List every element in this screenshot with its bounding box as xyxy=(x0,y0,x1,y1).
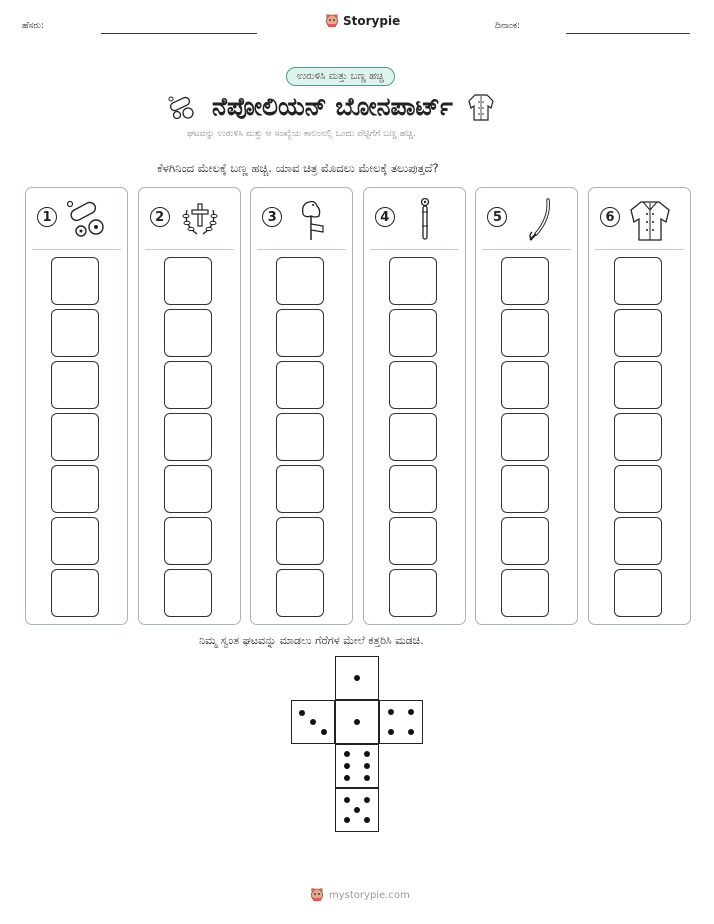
footer-url[interactable]: mystorypie.com xyxy=(329,889,410,901)
die-pip xyxy=(344,797,350,803)
die-pip xyxy=(388,709,394,715)
column-number: 6 xyxy=(600,207,620,227)
military-jacket-icon xyxy=(467,92,495,122)
color-box[interactable] xyxy=(614,413,662,461)
color-box[interactable] xyxy=(501,413,549,461)
page-title xyxy=(166,92,495,122)
brand-logo xyxy=(325,13,400,29)
footer xyxy=(310,887,410,903)
die-face-1 xyxy=(335,656,379,700)
die-face-3 xyxy=(291,700,335,744)
column-divider xyxy=(32,249,121,250)
die-face-1 xyxy=(335,700,379,744)
name-field[interactable] xyxy=(101,33,257,34)
column-divider xyxy=(595,249,684,250)
color-box[interactable] xyxy=(164,465,212,513)
color-box[interactable] xyxy=(276,569,324,617)
color-box[interactable] xyxy=(164,361,212,409)
color-box[interactable] xyxy=(164,309,212,357)
column-divider xyxy=(370,249,459,250)
column-3 xyxy=(250,187,353,625)
column-number: 3 xyxy=(262,207,282,227)
storypie-mascot-icon xyxy=(310,887,324,903)
color-box[interactable] xyxy=(51,413,99,461)
column-number: 2 xyxy=(150,207,170,227)
die-pip xyxy=(344,775,350,781)
date-label: ದಿನಾಂಕ: xyxy=(495,21,521,31)
column-number: 4 xyxy=(375,207,395,227)
military-jacket-icon xyxy=(627,196,673,242)
die-pip xyxy=(354,807,360,813)
color-box[interactable] xyxy=(276,413,324,461)
column-divider xyxy=(145,249,234,250)
color-box[interactable] xyxy=(614,257,662,305)
color-box[interactable] xyxy=(614,465,662,513)
color-box[interactable] xyxy=(389,309,437,357)
die-pip xyxy=(364,763,370,769)
date-field[interactable] xyxy=(566,33,690,34)
scepter-icon xyxy=(402,196,448,242)
color-box[interactable] xyxy=(51,569,99,617)
die-pip xyxy=(344,751,350,757)
color-box[interactable] xyxy=(164,413,212,461)
column-6 xyxy=(588,187,691,625)
color-box[interactable] xyxy=(276,517,324,565)
die-pip xyxy=(408,729,414,735)
color-box[interactable] xyxy=(614,361,662,409)
die-instruction: ನಿಮ್ಮ ಸ್ವಂತ ಘಟವನ್ನು ಮಾಡಲು ಗೆರೆಗಳ ಮೇಲೆ ಕತ್ತರಿಸಿ ಮಡಚಿ. xyxy=(199,634,424,647)
die-pip xyxy=(388,729,394,735)
color-box[interactable] xyxy=(51,361,99,409)
die-pip xyxy=(364,751,370,757)
color-box[interactable] xyxy=(164,517,212,565)
die-pip xyxy=(364,797,370,803)
page-subtitle: ಘಟವನ್ನು ಉರುಳಿಸಿ ಮತ್ತು ಆ ಸಂಖ್ಯೆಯ ಕಾಲಂನಲ್ಲಿ ಒಂದು ಪೆಟ್ಟಿಗೆಗೆ ಬಣ್ಣ ಹಚ್ಚಿ. xyxy=(187,129,416,139)
storypie-mascot-icon xyxy=(325,13,339,29)
die-pip xyxy=(299,710,305,716)
color-box[interactable] xyxy=(389,517,437,565)
color-box[interactable] xyxy=(501,361,549,409)
color-box[interactable] xyxy=(501,569,549,617)
die-pip xyxy=(354,719,360,725)
name-label: ಹೆಸರು: xyxy=(22,21,45,31)
color-box[interactable] xyxy=(276,361,324,409)
color-box[interactable] xyxy=(389,465,437,513)
color-box[interactable] xyxy=(614,309,662,357)
column-4 xyxy=(363,187,466,625)
color-box[interactable] xyxy=(276,309,324,357)
die-pip xyxy=(321,729,327,735)
eagle-standard-icon xyxy=(289,196,335,242)
color-box[interactable] xyxy=(51,517,99,565)
column-divider xyxy=(482,249,571,250)
column-2 xyxy=(138,187,241,625)
activity-badge: ಉರುಳಿಸಿ ಮತ್ತು ಬಣ್ಣ ಹಚ್ಚಿ xyxy=(286,67,395,86)
color-box[interactable] xyxy=(164,257,212,305)
color-box[interactable] xyxy=(501,465,549,513)
die-pip xyxy=(344,763,350,769)
die-pip xyxy=(408,709,414,715)
color-box[interactable] xyxy=(51,257,99,305)
die-pip xyxy=(364,775,370,781)
cannon-icon xyxy=(64,196,110,242)
column-number: 1 xyxy=(37,207,57,227)
color-box[interactable] xyxy=(164,569,212,617)
color-box[interactable] xyxy=(501,309,549,357)
sabre-icon xyxy=(514,196,560,242)
color-box[interactable] xyxy=(614,517,662,565)
column-number: 5 xyxy=(487,207,507,227)
title-text: ನೆಪೋಲಿಯನ್ ಬೋನಪಾರ್ಟ್ xyxy=(212,92,453,121)
color-box[interactable] xyxy=(389,413,437,461)
color-box[interactable] xyxy=(501,257,549,305)
die-pip xyxy=(364,817,370,823)
color-box[interactable] xyxy=(389,257,437,305)
color-box[interactable] xyxy=(614,569,662,617)
question-text: ಕೆಳಗಿನಿಂದ ಮೇಲಕ್ಕೆ ಬಣ್ಣ ಹಚ್ಚಿ. ಯಾವ ಚಿತ್ರ ಮೊದಲು ಮೇಲಕ್ಕೆ ತಲುಪುತ್ತದೆ? xyxy=(157,161,439,175)
die-face-6 xyxy=(335,744,379,788)
color-box[interactable] xyxy=(276,465,324,513)
color-box[interactable] xyxy=(51,309,99,357)
column-5 xyxy=(475,187,578,625)
brand-name: Storypie xyxy=(343,14,401,28)
cannon-icon xyxy=(166,93,198,121)
color-box[interactable] xyxy=(389,361,437,409)
color-box[interactable] xyxy=(276,257,324,305)
die-face-4 xyxy=(379,700,423,744)
color-box[interactable] xyxy=(51,465,99,513)
die-pip xyxy=(310,719,316,725)
color-box[interactable] xyxy=(501,517,549,565)
column-divider xyxy=(257,249,346,250)
die-face-5 xyxy=(335,788,379,832)
die-pip xyxy=(354,675,360,681)
die-pip xyxy=(344,817,350,823)
column-1 xyxy=(25,187,128,625)
color-box[interactable] xyxy=(389,569,437,617)
laurel-wreath-cross-icon xyxy=(177,196,223,242)
